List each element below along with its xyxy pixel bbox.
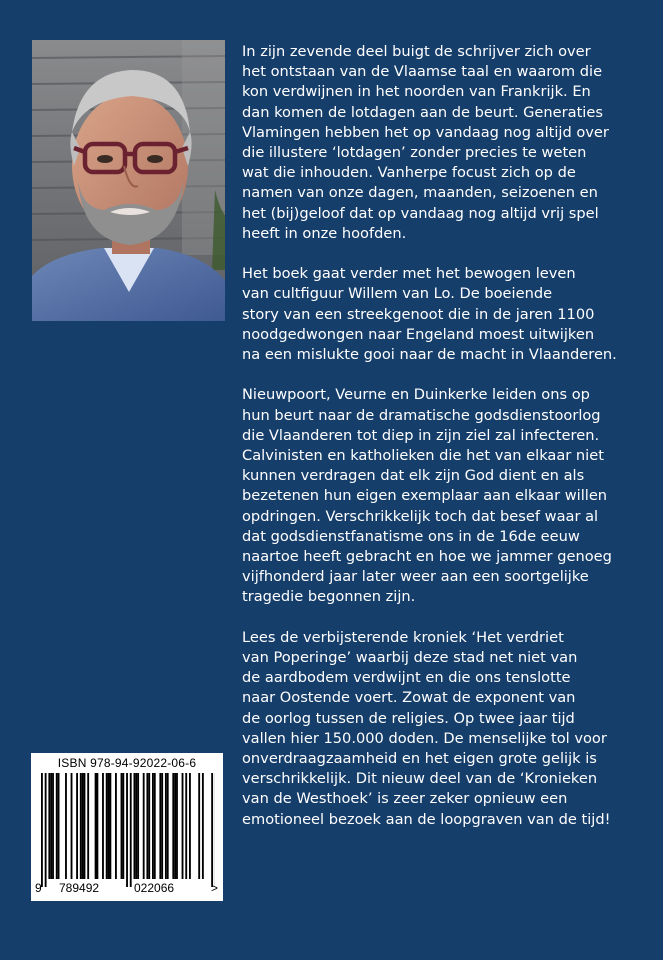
barcode-bar xyxy=(58,773,60,879)
barcode-bar xyxy=(80,773,82,879)
barcode-bar xyxy=(82,773,84,879)
barcode-bar xyxy=(137,773,139,879)
isbn-label: ISBN 978-94-92022-06-6 xyxy=(57,756,197,770)
blurb-paragraph-2: Het boek gaat verder met het bewogen leven van cultfiguur Willem van Lo. De boeiende story van een streekgenoot die in de jaren 1100 noodgedwongen naar Engeland moest uitwijken na een mislukte gooi naar de macht in Vlaanderen. xyxy=(242,265,617,364)
barcode-bar xyxy=(202,773,204,879)
blurb-text xyxy=(242,42,652,850)
barcode-bar xyxy=(97,773,99,879)
barcode-bar xyxy=(56,773,58,879)
barcode-bar xyxy=(189,773,191,879)
barcode-bar xyxy=(71,773,73,879)
barcode-bar xyxy=(126,773,128,887)
barcode-bar xyxy=(48,773,50,879)
barcode-bar xyxy=(84,773,86,879)
barcode-bar xyxy=(165,773,167,879)
barcode-bar xyxy=(87,773,89,879)
barcode-bar xyxy=(95,773,97,879)
barcode-bar xyxy=(185,773,187,879)
barcode-bar xyxy=(172,773,174,879)
barcode-bar xyxy=(130,773,132,887)
barcode-bar xyxy=(50,773,52,879)
barcode-bar xyxy=(106,773,108,879)
barcode-bar xyxy=(108,773,110,879)
author-photo xyxy=(32,40,225,321)
barcode-digits xyxy=(31,881,223,897)
barcode-bar xyxy=(52,773,54,879)
barcode-bar xyxy=(152,773,154,879)
barcode-bar xyxy=(135,773,137,879)
barcode-bar xyxy=(143,773,145,879)
barcode-digit-first: 9 xyxy=(35,881,42,895)
barcode-bar xyxy=(161,773,163,879)
barcode-bar xyxy=(65,773,67,879)
barcode-bar xyxy=(159,773,161,879)
barcode-digits-right: 022066 xyxy=(134,881,175,895)
barcode-bars-icon xyxy=(39,773,215,887)
barcode-bar xyxy=(154,773,156,879)
barcode-bar xyxy=(45,773,47,887)
barcode-bar xyxy=(148,773,150,879)
barcode-bar xyxy=(198,773,200,879)
barcode-bar xyxy=(109,773,111,879)
barcode-bar xyxy=(76,773,78,879)
barcode-bar xyxy=(211,773,213,887)
blurb-paragraph-4: Lees de verbijsterende kroniek ‘Het verdriet van Poperinge’ waarbij deze stad net niet van de aardbodem verdwijnt en die ons tenslotte naar Oostende voert. Zowat de exponent van de oorlog tussen de religies. Op twee jaar tijd vallen hier 150.000 doden. De menselijke tol voor onverdraagzaamheid en het eigen grote gelijk is verschrikkelijk. Dit nieuw deel van de ‘Kronieken van de Westhoek’ is zeer zeker opnieuw een emotioneel bezoek aan de loopgraven van de tijd! xyxy=(242,628,611,828)
barcode-bar xyxy=(174,773,176,879)
barcode-bar xyxy=(182,773,184,879)
barcode-bar xyxy=(102,773,104,879)
barcode-bar xyxy=(121,773,123,879)
barcode-bar xyxy=(41,773,43,887)
barcode-bar xyxy=(146,773,148,879)
barcode-digits-left: 789492 xyxy=(59,881,100,895)
blurb-paragraph-3: Nieuwpoort, Veurne en Duinkerke leiden ons op hun beurt naar de dramatische godsdienstoorlog die Vlaanderen tot diep in zijn ziel zal infecteren. Calvinisten en katholieken die het van elkaar niet kunnen verdragen dat elk zijn God dient en als bezetenen hun eigen exemplaar aan elkaar willen opdringen. Verschrikkelijk toch dat besef waar al dat godsdienstfanatisme ons in de 16de eeuw naartoe heeft gebracht en hoe we jammer genoeg vijfhonderd jaar later weer aan een soortgelijke tragedie begonnen zijn. xyxy=(242,386,612,606)
barcode-quiet-mark: > xyxy=(211,881,219,895)
barcode-bar xyxy=(122,773,124,879)
barcode-bar xyxy=(176,773,178,879)
barcode-bar xyxy=(134,773,136,879)
barcode-bar xyxy=(115,773,117,879)
isbn-barcode xyxy=(31,753,223,901)
barcode-bar xyxy=(167,773,169,879)
author-portrait-photo-icon xyxy=(32,40,225,321)
blurb-paragraph-1: In zijn zevende deel buigt de schrijver zich over het ontstaan van de Vlaamse taal en waarom die kon verdwijnen in het noorden van Frankrijk. En dan komen de lotdagen aan de beurt. Generaties Vlamingen hebben het op vandaag nog altijd over die illustere ‘lotdagen’ zonder precies te weten wat die inhouden. Vanherpe focust zich op de namen van onze dagen, maanden, seizoenen en het (bij)geloof dat op vandaag nog altijd vrij spel heeft in onze hoofden. xyxy=(242,43,609,242)
